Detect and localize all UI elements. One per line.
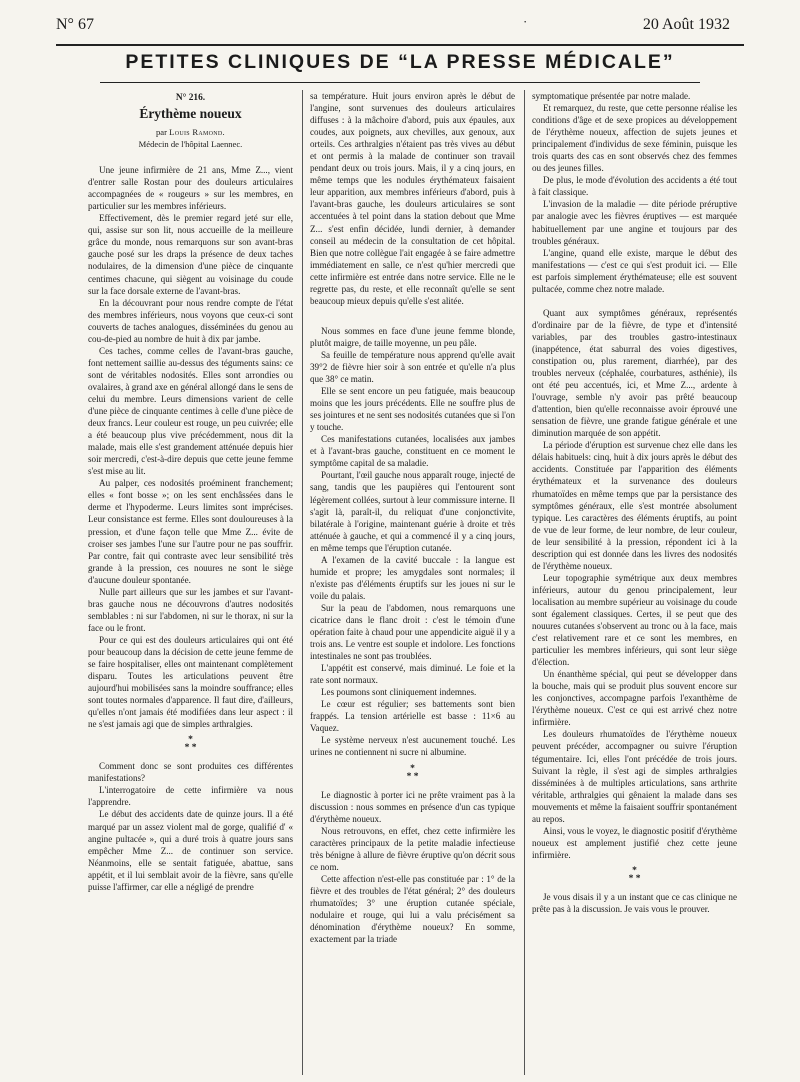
spacer: [532, 295, 737, 307]
print-dot: ·: [523, 14, 528, 29]
paragraph: L'invasion de la maladie — dite période préruptive par analogie avec les fièvres éruptives — est marquée habituellement par une angine et toujours par des troubles généraux.: [532, 199, 737, 246]
paragraph: Le début des accidents date de quinze jours. Il a été marqué par un assez violent mal de gorge, qualifié d' « angine pultacée », qui a duré trois à quatre jours sans empêcher Mme Z... de continuer son service. Néanmoins, elle se sentait fatiguée, abattue, sans appétit, et il lui semblait avoir de la fièvre, sans qu'elle puisse l'affirmer, car elle a négligé de prendre: [88, 809, 293, 892]
author-name: Louis Ramond.: [169, 127, 225, 138]
column-1: [88, 90, 293, 1075]
paragraph: Ces taches, comme celles de l'avant-bras gauche, font nettement saillie au-dessus des téguments sains: ce sont de véritables nodosités. Elles sont arrondies ou ovalaires, à grand axe en général allongé dans le sens de celui du membre. Leurs dimensions varient de celle d'une pièce de cinquante centimes à celle d'une pièce de deux francs. Leur couleur est rouge, un peu cuivrée; elle a été beaucoup plus vive précédemment, nous dit la malade, mais elle s'est grandement atténuée depuis hier soir mercredi, c'est-à-dire depuis que cette jeune femme s'est mise au lit.: [88, 345, 293, 477]
column-divider: [302, 90, 303, 1075]
paragraph: Pourtant, l'œil gauche nous apparaît rouge, injecté de sang, tandis que les paupières qui l'entourent sont légèrement collées, surtout à leur commissure interne. Il s'agit là, paraît-il, du reliquat d'une conjonctivite, bilatérale à l'origine, maintenant guérie à droite et très atténuée à gauche, et qui a commencé il y a cinq jours, en même temps que l'éruption cutanée.: [310, 470, 515, 553]
paragraph: De plus, le mode d'évolution des accidents a été tout à fait classique.: [532, 175, 737, 198]
paragraph: Quant aux symptômes généraux, représentés d'ordinaire par de la fièvre, de type et d'intensité variables, par des troubles gastro-intestinaux (inappétence, état saburral des voies digestives, constipation ou, plus rarement, diarrhée), par des troubles nerveux (céphalée, courbatures, asthénie), ils ont été peu accentués, ici, et Mme Z..., ardente à l'ouvrage, semble n'y avoir pas prêté beaucoup d'attention, bien qu'elle reconnaisse avoir éprouvé une sensation de fièvre, une grande fatigue générale et une diminution marquée de son appétit.: [532, 307, 737, 439]
author-affiliation: Médecin de l'hôpital Laennec.: [138, 139, 243, 150]
paragraph: Et remarquez, du reste, que cette personne réalise les conditions d'âge et de sexe propices au développement de l'érythème noueux, affection de sujets jeunes et principalement d'individus de sexe féminin, puisque les trois quarts des cas en sont observés chez des femmes ou des jeunes filles.: [532, 103, 737, 174]
paragraph: Nous sommes en face d'une jeune femme blonde, plutôt maigre, de taille moyenne, un peu pâle.: [310, 325, 515, 348]
paragraph: Les poumons sont cliniquement indemnes.: [321, 687, 477, 698]
paragraph: Les douleurs rhumatoïdes de l'érythème noueux peuvent précéder, accompagner ou suivre l'éruption tégumentaire. Ici, elles l'ont précédée de trois jours. Suivant la règle, il s'est agi de simples arthralgies disséminées à de multiples articulations, sans arthrite véritable, arthralgies qui gênaient la malade dans ses mouvements et même la faisaient souffrir spontanément au repos.: [532, 729, 737, 824]
section-separator: * * *: [184, 735, 197, 754]
paragraph: Le système nerveux n'est aucunement touché. Les urines ne contiennent ni sucre ni albumine.: [310, 735, 515, 758]
article-number: N° 216.: [175, 93, 206, 103]
paragraph: L'angine, quand elle existe, marque le début des manifestations — c'est ce qui s'est produit ici. — Elle est parfois simplement érythémateuse; elle est souvent pultacée, comme chez notre malade.: [532, 247, 737, 294]
paragraph: Sa feuille de température nous apprend qu'elle avait 39°2 de fièvre hier soir à son entrée et qu'elle n'a plus que 38° ce matin.: [310, 349, 515, 385]
paragraph: sa température. Huit jours environ après le début de l'angine, sont survenues des douleurs articulaires diffuses : à la mâchoire d'abord, puis aux épaules, aux coudes, aux poignets, aux chevilles, aux genoux, aux orteils. Ces arthralgies n'étaient pas très vives au début et ont permis à la malade de continuer son travail pendant deux ou trois jours. Mais, il y a cinq jours, en même temps que les nodules érythémateux faisaient leur apparition, aux membres inférieurs d'abord, puis à l'avant-bras gauche, les douleurs articulaires se sont accentuées à tel point dans la station debout que Mme Z... s'est enfin décidée, lundi dernier, à demander conseil au médecin de la consultation de cet hôpital. Bien que notre collègue l'ait engagée à se faire admettre immédiatement en salle, ce n'est qu'hier mercredi que cette infirmière est entrée dans notre service. Elle ne le regrette pas, du reste, et elle reconnaît qu'elle se sent beaucoup mieux depuis qu'elle s'est alitée.: [310, 91, 515, 306]
spacer: [310, 307, 515, 325]
column-3: [532, 90, 737, 1075]
paragraph: L'interrogatoire de cette infirmière va nous l'apprendre.: [88, 785, 293, 808]
article-columns: [88, 90, 738, 1075]
paragraph: Elle se sent encore un peu fatiguée, mais beaucoup moins que les jours précédents. Elle ne souffre plus de ses jointures et ne sent ses nodosités cutanées que si l'on y touche.: [310, 386, 515, 433]
issue-number: N° 67: [56, 16, 94, 33]
paragraph: Leur topographie symétrique aux deux membres inférieurs, autour du genou principalement, leur localisation au membre supérieur au voisinage du coude sont également classiques. Certes, il se peut que des nouures cutanées s'observent au tronc ou à la face, mais c'est relativement rare et ce sont les membres, en particulier les membres inférieurs, qui sont leur siège d'élection.: [532, 572, 737, 668]
paragraph: Le cœur est régulier; ses battements sont bien frappés. La tension artérielle est basse : 11×6 au Vaquez.: [310, 699, 515, 734]
paragraph: En la découvrant pour nous rendre compte de l'état des membres inférieurs, nous voyons que ceux-ci sont couverts de taches analogues, disséminées du genou au cou-de-pied au nombre de huit à dix par jambe.: [88, 297, 293, 344]
paragraph: Comment donc se sont produites ces différentes manifestations?: [88, 761, 293, 784]
article-title: Érythème noueux: [139, 106, 242, 122]
paragraph: Un énanthème spécial, qui peut se développer dans la bouche, mais qui se produit plus souvent encore sur les conjonctives, accompagne parfois l'exanthème de l'érythème noueux. C'est ce qui est arrivé chez notre infirmière.: [532, 669, 737, 728]
paragraph: Le diagnostic à porter ici ne prête vraiment pas à la discussion : nous sommes en présence d'un cas typique d'érythème noueux.: [310, 789, 515, 824]
issue-date: 20 Août 1932: [642, 16, 730, 33]
paragraph: symptomatique présentée par notre malade.: [532, 91, 691, 101]
paragraph: Une jeune infirmière de 21 ans, Mme Z..., vient d'entrer salle Rostan pour des douleurs articulaires accompagnées de « rougeurs » sur les membres, en particulier sur les membres inférieurs.: [88, 165, 293, 212]
paragraph: Je vous disais il y a un instant que ce cas clinique ne prête pas à la discussion. Je vais vous le prouver.: [532, 891, 737, 914]
paragraph: Ainsi, vous le voyez, le diagnostic positif d'érythème noueux est amplement justifié chez cette jeune infirmière.: [532, 825, 737, 860]
column-divider: [524, 90, 525, 1075]
paragraph: Ces manifestations cutanées, localisées aux jambes et à l'avant-bras gauche, constituent en ce moment le symptôme capital de sa maladie.: [310, 434, 515, 469]
paragraph: Pour ce qui est des douleurs articulaires qui ont été pour beaucoup dans la décision de cette jeune femme de se faire hospitaliser, elles ont maintenant complètement disparu. Toutes les articulations peuvent être aujourd'hui mobilisées sans la moindre souffrance; elles sont toutes normales d'apparence. Il faut dire, d'ailleurs, qu'elles n'ont jamais été modifiées dans leur aspect : il ne s'est jamais agi que de simples arthralgies.: [88, 634, 293, 730]
section-separator: * * *: [628, 865, 641, 884]
paragraph: Effectivement, dès le premier regard jeté sur elle, qui, assise sur son lit, nous accueille de la meilleure grâce du monde, nous remarquons sur son avant-bras gauche posé sur les draps la présence de deux taches nodulaires, de la dimension d'une pièce de cinquante centimes chacune, qui siègent au voisinage du coude sur la face dorsale externe de l'avant-bras.: [88, 213, 293, 296]
column-2: [310, 90, 515, 1075]
paragraph: Nous retrouvons, en effet, chez cette infirmière les caractères principaux de la petite maladie infectieuse très bénigne à allure de fièvre éruptive qu'on décrit sous ce nom.: [310, 825, 515, 872]
byline: [88, 126, 293, 138]
masthead-title: PETITES CLINIQUES DE “LA PRESSE MÉDICALE”: [125, 51, 675, 73]
section-separator: * * *: [406, 763, 419, 782]
paragraph: Cette affection n'est-elle pas constituée par : 1° de la fièvre et des troubles de l'état général; 2° des douleurs rhumatoïdes; 3° une éruption cutanée spéciale, nodulaire et rouge, qui lui a valu précisément sa dénomination d'érythème noueux? En somme, exactement par la triade: [310, 873, 515, 945]
paragraph: L'appétit est conservé, mais diminué. Le foie et la rate sont normaux.: [310, 663, 515, 686]
paragraph: Au palper, ces nodosités proéminent franchement; elles « font bosse »; on les sent enchâssées dans le derme et l'hypoderme. Leurs limites sont imprécises. Leur consistance est ferme. Elles sont douloureuses à la pression, et d'une façon telle que Mme Z... évite de croiser ses jambes l'une sur l'autre pour ne pas souffrir. Par contre, fait qui contraste avec leur sensibilité très grande à la pression, ces nouures ne sont le siège d'aucune douleur spontanée.: [88, 478, 293, 585]
paragraph: A l'examen de la cavité buccale : la langue est humide et propre; les amygdales sont normales; il n'existe pas d'éléments éruptifs sur les joues ni sur le voile du palais.: [310, 554, 515, 601]
byline-prefix: par: [156, 127, 167, 138]
paragraph: Nulle part ailleurs que sur les jambes et sur l'avant-bras gauche nous ne découvrons d'autres nodosités semblables : ni sur l'abdomen, ni sur le thorax, ni sur la face ou le front.: [88, 586, 293, 633]
paragraph: Sur la peau de l'abdomen, nous remarquons une cicatrice dans le flanc droit : c'est le témoin d'une opération faite à chaud pour une appendicite aiguë il y a trois ans. Le ventre est souple et indolore. Les fonctions intestinales ne sont pas troublées.: [310, 602, 515, 662]
paragraph: La période d'éruption est survenue chez elle dans les délais habituels: cinq, huit à dix jours après le début des accidents. Constituée par l'apparition des éléments érythémateux et la survenance des douleurs rhumatoïdes en même temps que par la persistance des symptômes généraux, elle s'est montrée absolument typique. Les caractères des éléments éruptifs, au point de vue de leur forme, de leur nombre, de leur couleur, de leur sensibilité à la pression, répondent ici à la description qui est donnée dans les livres des nodosités de l'érythème noueux.: [532, 440, 737, 571]
masthead-rule: [100, 82, 700, 83]
header-rule: [56, 44, 744, 46]
